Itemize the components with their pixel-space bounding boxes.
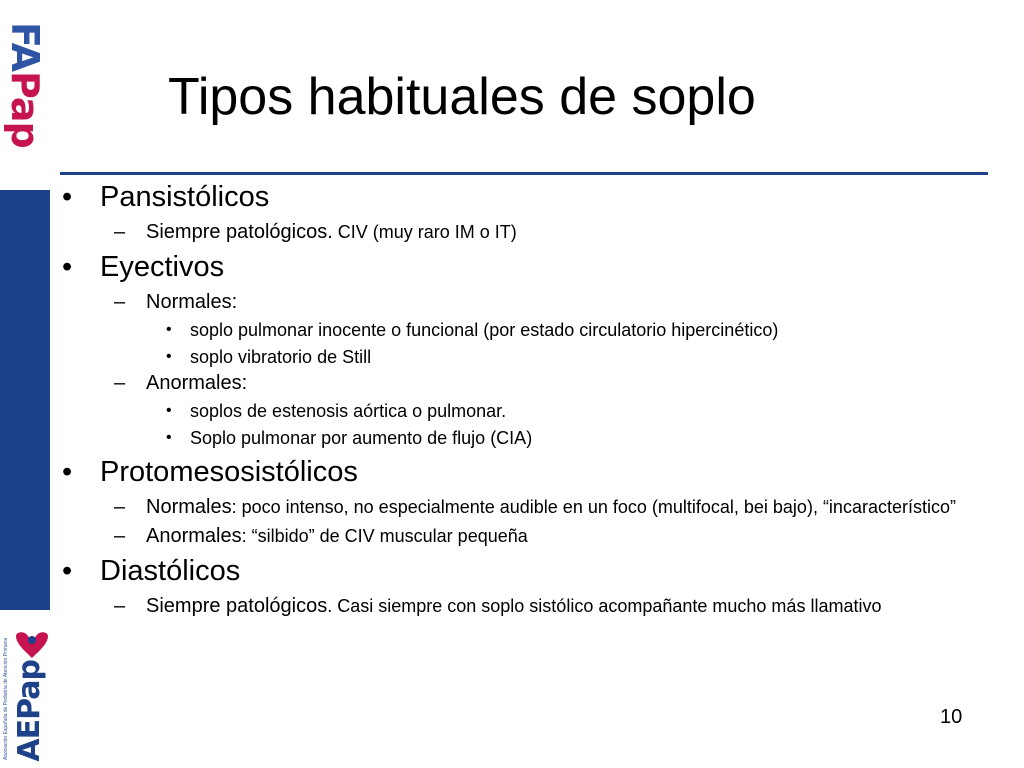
bullet-label: Diastólicos <box>100 555 241 587</box>
bullet-label: Eyectivos <box>100 251 225 283</box>
subbullet-lead: Normales: <box>146 291 238 313</box>
sidebar-blue-bar <box>0 190 50 610</box>
subbullet-lead: Siempre patológicos <box>146 595 328 617</box>
bullet-small-dot: • <box>166 429 172 446</box>
subbullet-diastolicos-siempre <box>60 595 960 618</box>
bullet-dot: • <box>62 456 73 488</box>
subbullet-lead: Siempre patológicos. <box>146 221 333 243</box>
aepap-heart-icon <box>12 630 52 660</box>
bullet-label: Pansistólicos <box>100 181 270 213</box>
bullet-dot: • <box>62 251 73 283</box>
subbullet-proto-normales <box>60 496 960 519</box>
aepap-logo-fineprint: Asociación Española de Pediatría de Atención Primaria <box>3 637 9 760</box>
bullet-label: Protomesosistólicos <box>100 456 358 488</box>
subbullet-lead: Normales <box>146 496 232 518</box>
bullet-dot: • <box>62 555 73 587</box>
bullet-dash: – <box>114 595 126 617</box>
detail-soplo-still <box>60 346 960 368</box>
subbullet-eyectivos-anormales <box>60 372 960 395</box>
aepap-logo <box>0 626 56 768</box>
detail-text: soplo pulmonar inocente o funcional (por estado circulatorio hipercinético) <box>190 320 779 340</box>
fapap-logo-fa: FA <box>3 22 47 72</box>
subbullet-eyectivos-normales <box>60 291 960 314</box>
fapap-logo <box>2 22 48 148</box>
bullet-small-dot: • <box>166 402 172 419</box>
bullet-small-dot: • <box>166 348 172 365</box>
bullet-eyectivos <box>60 248 960 287</box>
bullet-protomesosistolicos <box>60 453 960 492</box>
subbullet-text: : “silbido” de CIV muscular pequeña <box>241 526 528 546</box>
subbullet-proto-anormales <box>60 525 960 548</box>
bullet-diastolicos <box>60 552 960 591</box>
page-number: 10 <box>940 706 963 728</box>
detail-estenosis <box>60 400 960 422</box>
title-divider <box>60 172 988 175</box>
bullet-dash: – <box>114 525 126 547</box>
fapap-logo-pap: Pap <box>3 71 47 148</box>
bullet-dash: – <box>114 221 126 243</box>
slide-content <box>60 178 960 618</box>
detail-text: soplo vibratorio de Still <box>190 347 372 367</box>
subbullet-text: : poco intenso, no especialmente audible en un foco (multifocal, bei bajo), “incaracterístico” <box>231 497 956 517</box>
subbullet-text: . Casi siempre con soplo sistólico acompañante mucho más llamativo <box>327 596 882 616</box>
bullet-dash: – <box>114 496 126 518</box>
bullet-dash: – <box>114 291 126 313</box>
bullet-small-dot: • <box>166 321 172 338</box>
subbullet-pansistolicos-siempre <box>60 221 960 244</box>
detail-aumento-flujo <box>60 427 960 449</box>
detail-text: Soplo pulmonar por aumento de flujo (CIA) <box>190 428 533 448</box>
subbullet-lead: Anormales <box>146 525 242 547</box>
bullet-pansistolicos <box>60 178 960 217</box>
subbullet-lead: Anormales: <box>146 372 248 394</box>
bullet-dot: • <box>62 181 73 213</box>
detail-soplo-pulmonar-inocente <box>60 319 960 341</box>
detail-text: soplos de estenosis aórtica o pulmonar. <box>190 401 507 421</box>
page-title: Tipos habituales de soplo <box>168 68 756 126</box>
subbullet-text: CIV (muy raro IM o IT) <box>332 222 517 242</box>
sidebar <box>0 0 58 768</box>
aepap-logo-text: AEPap <box>12 660 47 762</box>
bullet-dash: – <box>114 372 126 394</box>
